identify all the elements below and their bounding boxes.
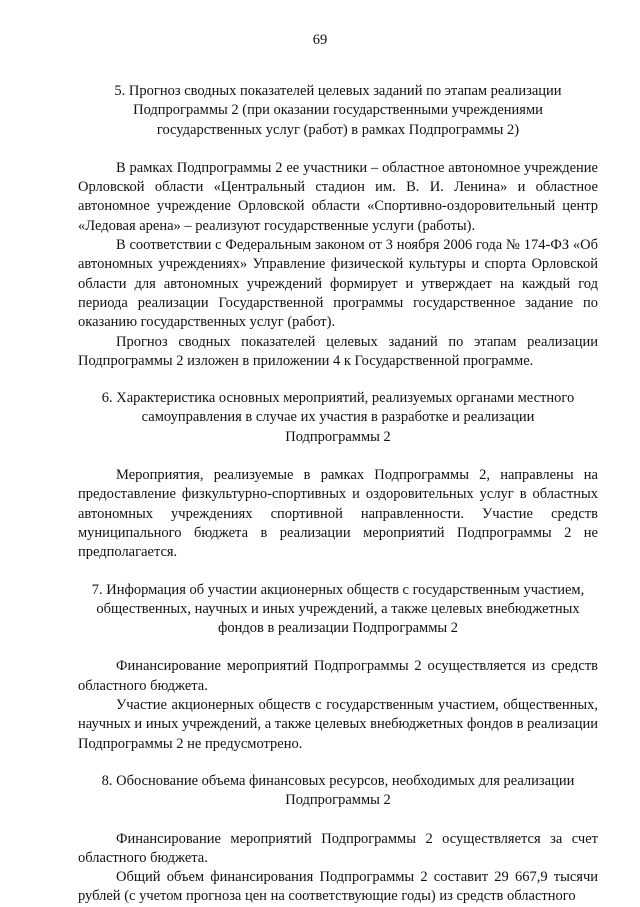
- section-7: [78, 581, 598, 754]
- heading-line: 6. Характеристика основных мероприятий, реализуемых органами местного: [101, 390, 575, 407]
- paragraph: Финансирование мероприятий Подпрограммы 2 осуществляется из средств областного бюджета.: [78, 658, 598, 694]
- heading-line: 5. Прогноз сводных показателей целевых заданий по этапам реализации: [114, 83, 562, 99]
- heading-line: государственных услуг (работ) в рамках Подпрограммы 2): [156, 121, 520, 138]
- paragraph: Участие акционерных обществ с государственным участием, общественных, научных и иных учреждений, а также целевых внебюджетных фондов в реализации Подпрограммы 2 не предусмотрено.: [78, 697, 598, 752]
- heading-line: Подпрограммы 2 (при оказании государственными учреждениями: [133, 102, 543, 119]
- heading-line: 8. Обоснование объема финансовых ресурсов, необходимых для реализации: [101, 772, 575, 789]
- document-body: [78, 82, 598, 907]
- paragraph: Финансирование мероприятий Подпрограммы 2 осуществляется за счет областного бюджета.: [78, 830, 598, 866]
- paragraph: В соответствии с Федеральным законом от 3 ноября 2006 года № 174-ФЗ «Об автономных учреждениях» Управление физической культуры и спорта Орловской области для автономных учреждений формирует и утверждает на каждый год периода реализации Государственной программы государственное задание по оказанию государственных услуг (работ).: [78, 237, 598, 331]
- paragraph: Прогноз сводных показателей целевых заданий по этапам реализации Подпрограммы 2 изложен в приложении 4 к Государственной программе.: [78, 333, 598, 369]
- section-5: [78, 82, 598, 371]
- page-number: 69: [312, 32, 328, 48]
- heading-line: самоуправления в случае их участия в разработке и реализации: [141, 409, 535, 426]
- section-heading: [78, 389, 598, 447]
- heading-line: 7. Информация об участии акционерных обществ с государственным участием,: [91, 581, 585, 598]
- section-heading: [78, 772, 598, 811]
- heading-line: Подпрограммы 2: [285, 792, 391, 809]
- section-8: [78, 772, 598, 907]
- paragraph: Мероприятия, реализуемые в рамках Подпрограммы 2, направлены на предоставление физкультурно-спортивных и оздоровительных услуг в областных автономных учреждениях спортивной направленности. Участие средств муниципального бюджета в реализации мероприятий Подпрограммы 2 не предполагается.: [78, 467, 598, 561]
- paragraph: Общий объем финансирования Подпрограммы 2 составит 29 667,9 тысячи рублей (с учетом прогноза цен на соответствующие годы) из средств областного: [78, 869, 598, 905]
- paragraph: В рамках Подпрограммы 2 ее участники – областное автономное учреждение Орловской области «Центральный стадион им. В. И. Ленина» и областное автономное учреждение Орловской области «Спортивно-оздоровительный центр «Ледовая арена» – реализуют государственные услуги (работы).: [78, 159, 598, 234]
- section-heading: [78, 581, 598, 639]
- heading-line: Подпрограммы 2: [285, 428, 391, 445]
- heading-line: общественных, научных и иных учреждений, а также целевых внебюджетных: [96, 600, 580, 617]
- section-heading: [78, 82, 598, 140]
- section-6: [78, 389, 598, 562]
- heading-line: фондов в реализации Подпрограммы 2: [217, 620, 458, 637]
